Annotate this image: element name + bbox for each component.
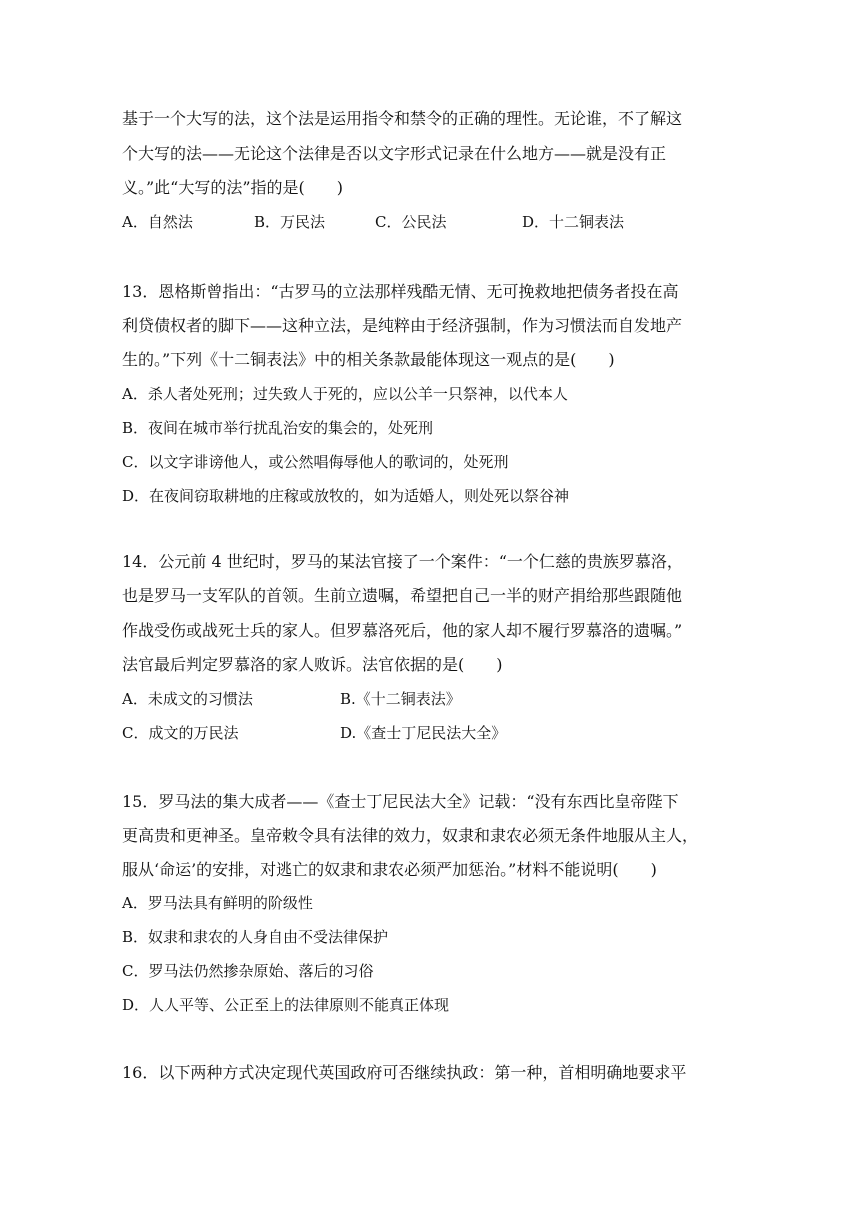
- q12-option-c: C．公民法: [375, 213, 447, 231]
- q14-line-4: 法官最后判定罗慕洛的家人败诉。法官依据的是( ): [122, 655, 503, 674]
- q15-option-d: D．人人平等、公正至上的法律原则不能真正体现: [122, 996, 450, 1014]
- q15-line-2: 更高贵和更神圣。皇帝敕令具有法律的效力，奴隶和隶农必须无条件地服从主人，: [122, 826, 699, 845]
- q14-option-b: B.《十二铜表法》: [340, 690, 461, 708]
- q13-line-3: 生的。”下列《十二铜表法》中的相关条款最能体现这一观点的是( ): [122, 350, 615, 369]
- q15-line-1: 15．罗马法的集大成者——《查士丁尼民法大全》记载：“没有东西比皇帝陛下: [122, 792, 679, 811]
- q13-option-b: B．夜间在城市举行扰乱治安的集会的，处死刑: [122, 419, 434, 437]
- q14-line-1: 14．公元前 4 世纪时，罗马的某法官接了一个案件：“一个仁慈的贵族罗慕洛，: [122, 552, 683, 571]
- q14-option-d: D.《查士丁尼民法大全》: [340, 724, 507, 742]
- q13-option-a: A．杀人者处死刑；过失致人于死的，应以公羊一只祭神，以代本人: [122, 385, 568, 403]
- q12-line-3: 义。”此“大写的法”指的是( ): [122, 178, 344, 197]
- q13-line-2: 利贷债权者的脚下——这种立法，是纯粹由于经济强制，作为习惯法而自发地产: [122, 316, 683, 335]
- q12-line-2: 个大写的法——无论这个法律是否以文字形式记录在什么地方——就是没有正: [122, 144, 667, 163]
- q12-option-d: D．十二铜表法: [522, 213, 625, 231]
- q15-option-a: A．罗马法具有鲜明的阶级性: [122, 894, 313, 912]
- q12-line-1: 基于一个大写的法，这个法是运用指令和禁令的正确的理性。无论谁，不了解这: [122, 109, 683, 128]
- q14-line-2: 也是罗马一支军队的首领。生前立遗嘱，希望把自己一半的财产捐给那些跟随他: [122, 586, 683, 605]
- q13-option-c: C．以文字诽谤他人，或公然唱侮辱他人的歌词的，处死刑: [122, 453, 509, 471]
- q14-option-a: A．未成文的习惯法: [122, 690, 253, 708]
- q14-line-3: 作战受伤或战死士兵的家人。但罗慕洛死后，他的家人却不履行罗慕洛的遗嘱。”: [122, 621, 683, 640]
- q15-option-c: C．罗马法仍然掺杂原始、落后的习俗: [122, 962, 374, 980]
- q12-option-b: B．万民法: [254, 213, 326, 231]
- q15-line-3: 服从‘命运’的安排，对逃亡的奴隶和隶农必须严加惩治。”材料不能说明( ): [122, 860, 657, 879]
- q15-option-b: B．奴隶和隶农的人身自由不受法律保护: [122, 928, 389, 946]
- q13-line-1: 13．恩格斯曾指出：“古罗马的立法那样残酷无情、无可挽救地把债务者投在高: [122, 282, 679, 301]
- q13-option-d: D．在夜间窃取耕地的庄稼或放牧的，如为适婚人，则处死以祭谷神: [122, 487, 570, 505]
- q14-option-c: C．成文的万民法: [122, 724, 239, 742]
- q12-option-a: A．自然法: [122, 213, 193, 231]
- q16-line-1: 16．以下两种方式决定现代英国政府可否继续执政：第一种，首相明确地要求平: [122, 1063, 687, 1082]
